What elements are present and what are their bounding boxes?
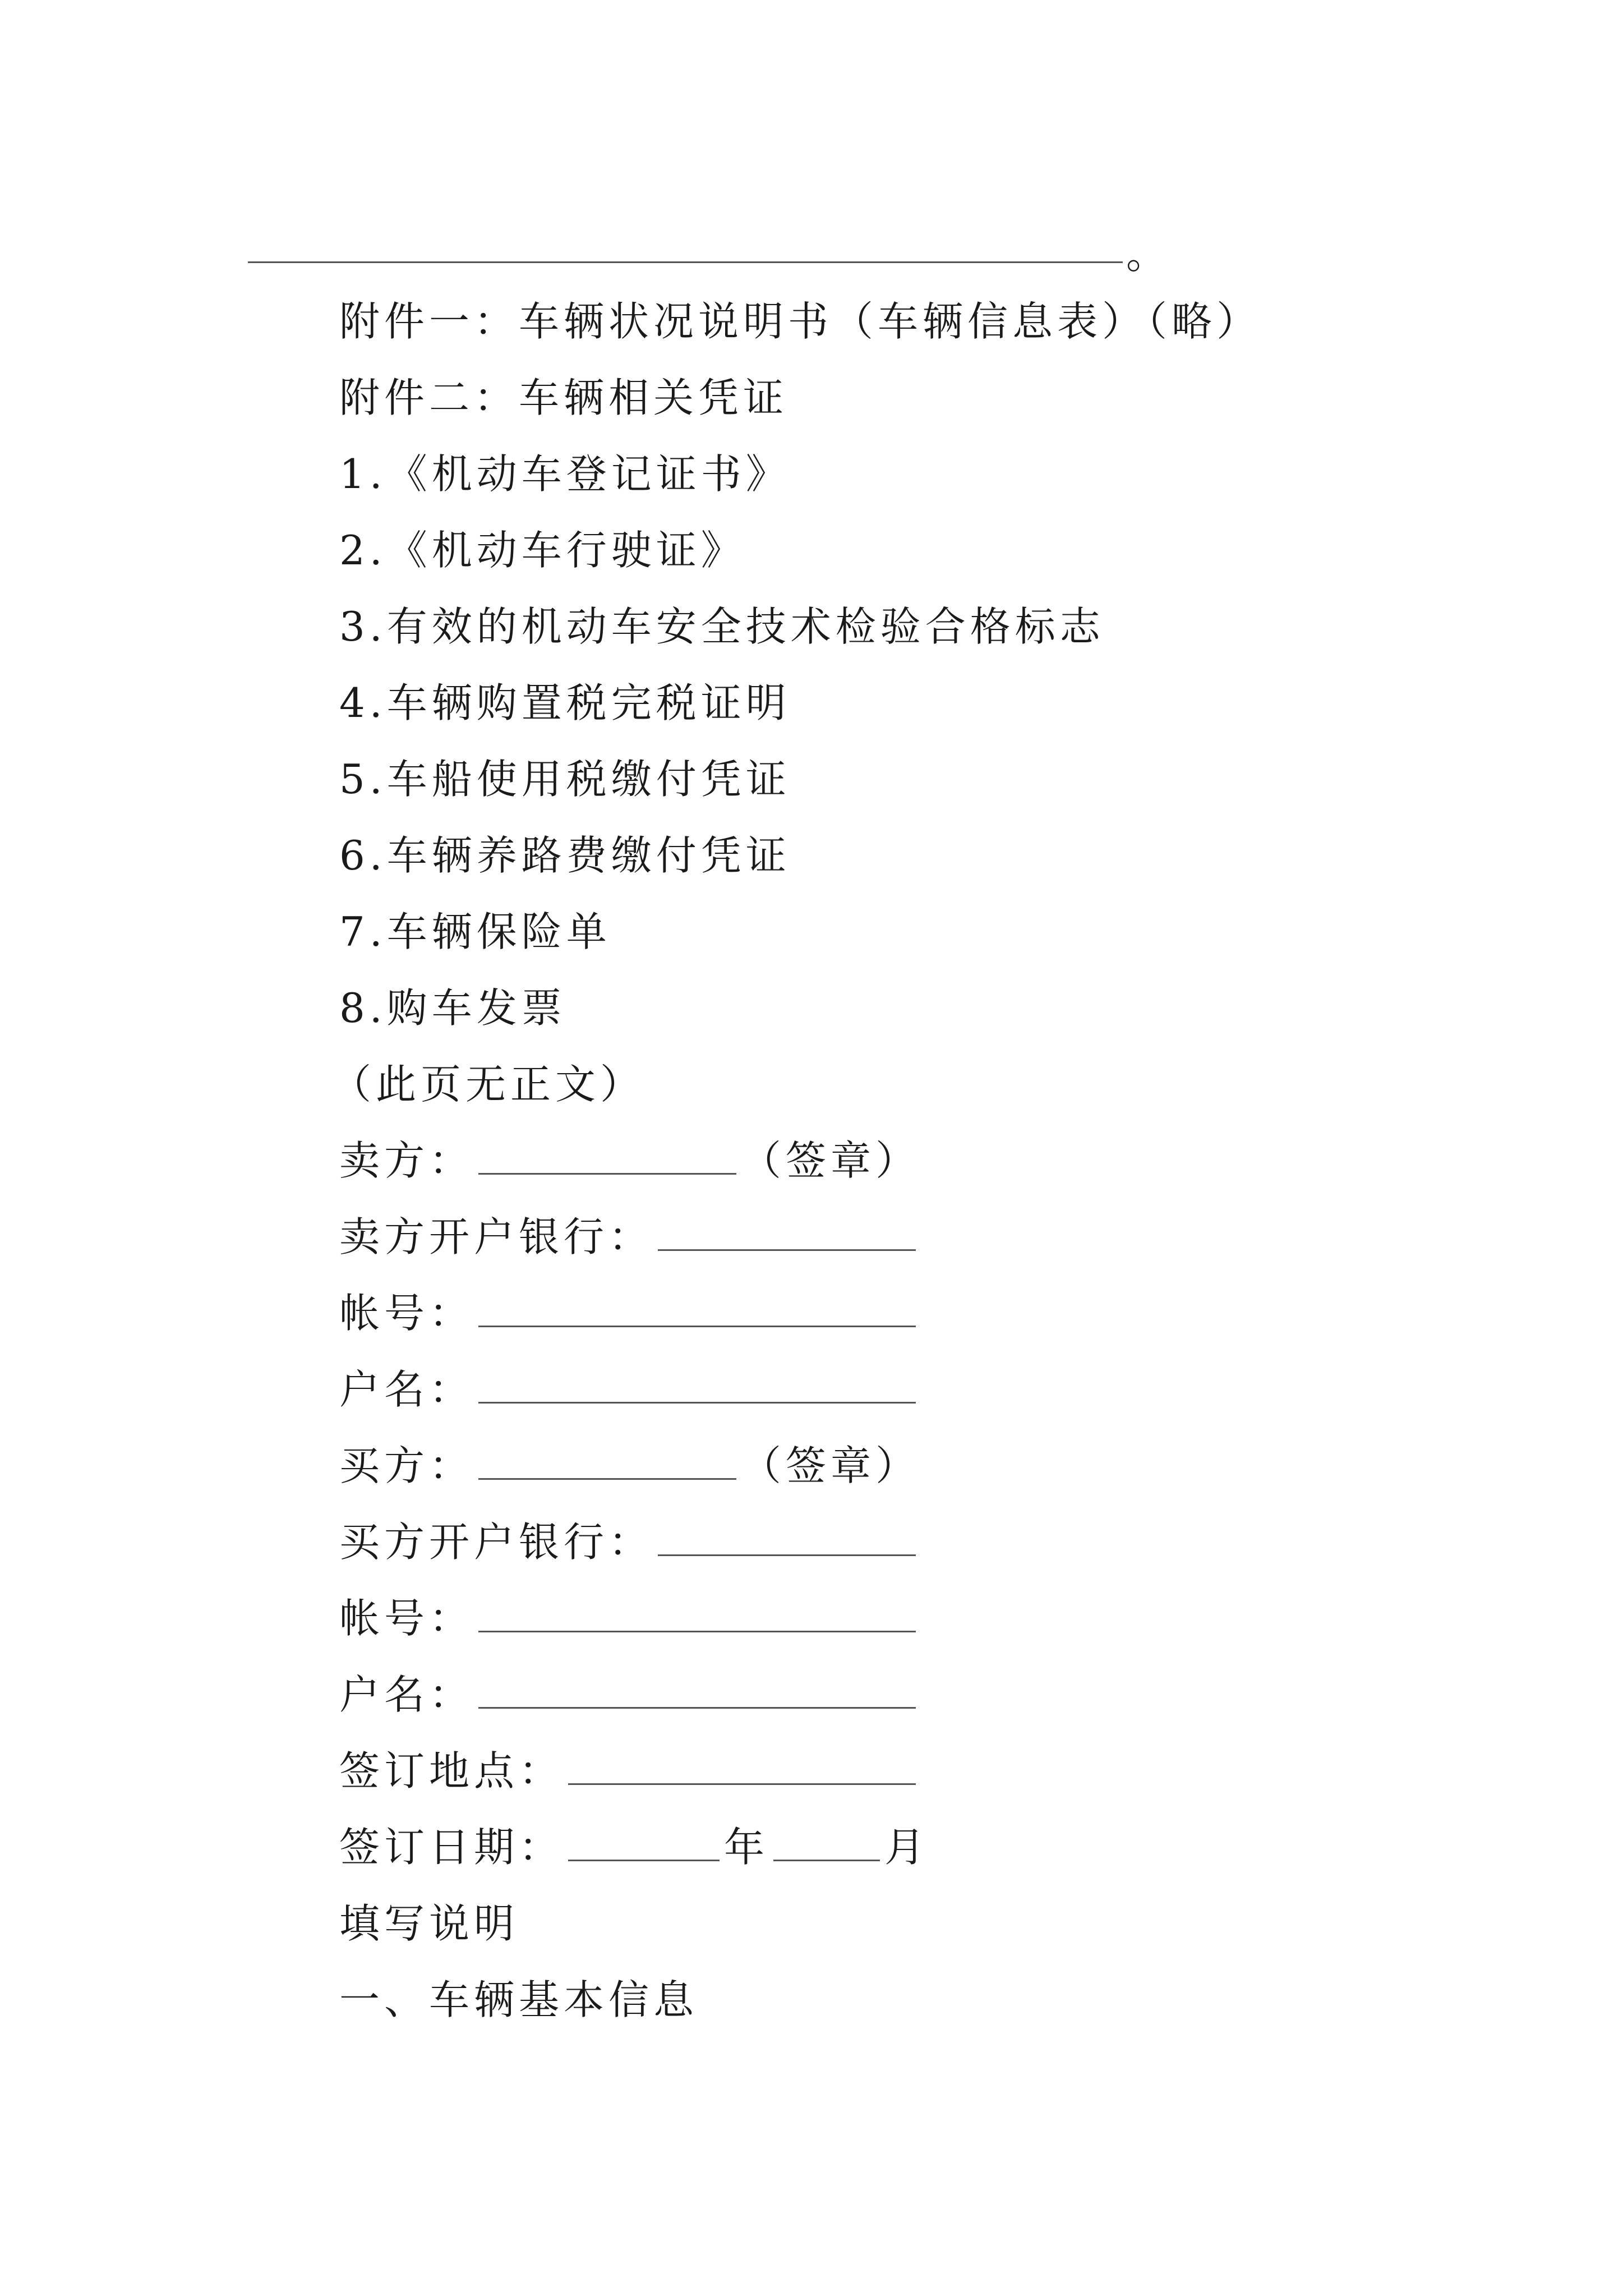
sign-place-line (339, 1746, 920, 1796)
buyer-account-blank (478, 1597, 916, 1632)
attachment-item: 2.《机动车行驶证》 (339, 527, 746, 574)
seller-account-label: 帐号： (339, 1290, 474, 1337)
seller-seal: （签章） (741, 1137, 921, 1184)
attachment-item: 8.购车发票 (339, 984, 566, 1032)
buyer-bank-blank (658, 1521, 916, 1556)
no-body-note: （此页无正文） (331, 1061, 645, 1108)
seller-bank-blank (658, 1216, 916, 1251)
sign-date-line (339, 1822, 929, 1872)
attachment-1: 附件一：车辆状况说明书（车辆信息表）（略） (339, 298, 1262, 345)
buyer-name-line (339, 1669, 920, 1720)
buyer-bank-label: 买方开户银行： (339, 1519, 654, 1566)
sign-year-label: 年 (724, 1824, 769, 1871)
buyer-label: 买方： (339, 1442, 474, 1489)
sign-place-label: 签订地点： (339, 1747, 564, 1795)
buyer-account-line (339, 1593, 920, 1644)
seller-name-blank (478, 1368, 916, 1404)
top-blank-line (248, 261, 1123, 263)
attachment-item: 7.车辆保险单 (339, 908, 611, 955)
attachment-item: 1.《机动车登记证书》 (339, 450, 791, 498)
seller-bank-line (339, 1212, 920, 1262)
seller-name-line (339, 1364, 920, 1415)
attachment-item: 3.有效的机动车安全技术检验合格标志 (339, 603, 1105, 650)
attachment-item: 5.车船使用税缴付凭证 (339, 756, 791, 803)
attachment-item: 6.车辆养路费缴付凭证 (339, 832, 791, 879)
seller-line (339, 1135, 920, 1186)
seller-bank-label: 卖方开户银行： (339, 1213, 654, 1260)
sign-month-label: 月 (884, 1824, 930, 1871)
seller-blank (478, 1139, 736, 1175)
top-end-mark: 。 (1126, 231, 1167, 278)
buyer-blank (478, 1444, 736, 1480)
seller-account-line (339, 1288, 920, 1338)
instructions-title: 填写说明 (339, 1900, 519, 1947)
sign-date-label: 签订日期： (339, 1824, 564, 1871)
attachment-2: 附件二：车辆相关凭证 (339, 374, 789, 421)
instructions-section-1: 一、车辆基本信息 (339, 1976, 699, 2023)
buyer-line (339, 1441, 920, 1491)
buyer-seal: （签章） (741, 1442, 921, 1489)
sign-month-blank (773, 1826, 880, 1861)
attachment-item: 4.车辆购置税完税证明 (339, 679, 791, 726)
seller-account-blank (478, 1292, 916, 1327)
buyer-account-label: 帐号： (339, 1595, 474, 1642)
sign-year-blank (568, 1826, 720, 1861)
seller-name-label: 户名： (339, 1366, 474, 1413)
buyer-bank-line (339, 1517, 920, 1567)
seller-label: 卖方： (339, 1137, 474, 1184)
sign-place-blank (568, 1750, 916, 1785)
buyer-name-blank (478, 1673, 916, 1709)
buyer-name-label: 户名： (339, 1671, 474, 1718)
